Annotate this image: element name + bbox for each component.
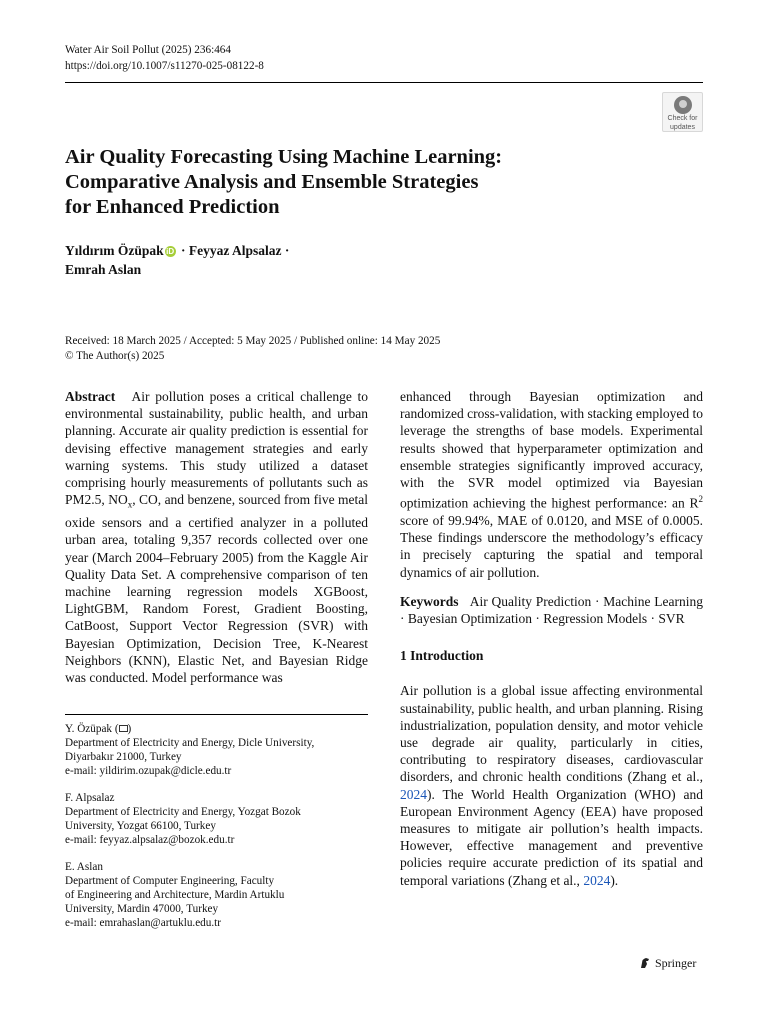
doi-link[interactable]: https://doi.org/10.1007/s11270-025-08122-8 (65, 60, 264, 72)
paper-title: Air Quality Forecasting Using Machine Learning: Comparative Analysis and Ensemble Strategies for Enhanced Prediction (65, 146, 503, 218)
affiliation-block: F. Alpsalaz Department of Electricity and Energy, Yozgat Bozok University, Yozgat 66100, Turkey e-mail: feyyaz.alpsalaz@bozok.edu.tr (65, 791, 368, 847)
running-header (65, 42, 264, 74)
check-updates-icon (674, 96, 692, 114)
journal-citation: Water Air Soil Pollut (2025) 236:464 (65, 44, 231, 56)
copyright-line: © The Author(s) 2025 (65, 350, 165, 362)
publisher-logo: Springer (639, 955, 696, 971)
author-name: Yıldırım Özüpak (65, 243, 164, 258)
email-link[interactable]: e-mail: feyyaz.alpsalaz@bozok.edu.tr (65, 834, 235, 846)
publication-dates: Received: 18 March 2025 / Accepted: 5 May 2025 / Published online: 14 May 2025 © The Author(s) 2025 (65, 335, 441, 362)
abstract-text: Air pollution poses a critical challenge to environmental sustainability, public health, and urban planning. Accurate air quality prediction is essential for devising effective management strategies and early warning systems. This study utilized a dataset comprising hourly measurements of pollutants such as PM2.5, NO (65, 389, 368, 508)
email-link[interactable]: e-mail: yildirim.ozupak@dicle.edu.tr (65, 765, 232, 777)
email-link[interactable]: e-mail: emrahaslan@artuklu.edu.tr (65, 917, 221, 929)
section-heading: 1 Introduction (400, 648, 484, 664)
springer-horse-icon (639, 957, 651, 969)
author-name: · Feyyaz Alpsalaz · (177, 243, 290, 258)
header-rule (65, 82, 703, 83)
intro-paragraph: Air pollution is a global issue affecting environmental sustainability, public health, and urban planning. Rising industrialization, population density, and motor vehicle use degrade air quality, particularly in cities, contributing to respiratory diseases, cardiovascular disorders, and chronic health conditions (Zhang et al., 2024). The World Health Organization (WHO) and European Environment Agency (EEA) have proposed measures to mitigate air pollution’s health impacts. However, effective management and preventive policies require accurate prediction of its spatial and temporal variations (Zhang et al., 2024). (400, 683, 703, 888)
affiliation-block: Y. Özüpak ( ) Department of Electricity and Energy, Dicle University, Diyarbakır 21000, Turkey e-mail: yildirim.ozupak@dicle.edu.tr (65, 722, 368, 778)
orcid-icon[interactable]: iD (166, 247, 175, 256)
abstract-left-column: Abstract Air pollution poses a critical challenge to environmental sustainability, public health, and urban planning. Accurate air quality prediction is essential for devising effective management strategies and early warning systems. This study utilized a dataset comprising hourly measurements of pollutants such as PM2.5, $NO_x$, CO, and benzene, sourced from five metal oxide sensors and a certified analyzer in a polluted urban area, totaling 9,357 records collected over one year (March 2004–February 2005) from the Kaggle Air Quality Data Set. A comprehensive comparison of ten machine learning regression models XGBoost, LightGBM, Random Forest, Gradient Boosting, CatBoost, Support Vector Regression (SVR) with Bayesian Optimization, Decision Tree, K-Nearest Neighbors (KNN), Elastic Net, and Bayesian Ridge was conducted. Model performance was (65, 389, 368, 685)
citation-link[interactable]: 2024 (400, 786, 427, 802)
abstract-right-column (400, 388, 703, 889)
author-list (65, 241, 465, 279)
keywords: Keywords Air Quality Prediction · Machine Learning · Bayesian Optimization · Regression Models · SVR (400, 593, 704, 626)
check-for-updates-badge[interactable]: Check for updates (662, 92, 703, 132)
abstract-label: Abstract (65, 389, 116, 404)
affiliation-rule (65, 714, 368, 715)
citation-link[interactable]: 2024 (583, 872, 611, 888)
affiliation-block: E. Aslan Department of Computer Engineering, Faculty of Engineering and Architecture, Mardin Artuklu University, Mardin 47000, Turkey e-mail: emrahaslan@artuklu.edu.tr (65, 860, 368, 930)
abstract-continuation: enhanced through Bayesian optimization and randomized cross-validation, with stacking employed to leverage the strengths of base models. Experimental results showed that hyperparameter optimization and ensemble strategies significantly improved accuracy, with the SVR model optimized via Bayesian optimization achieving the highest performance: an $R^2$ score of 99.94%, MAE of 0.0120, and MSE of 0.0005. These findings underscore the methodology’s efficacy in precisely capturing the spatial and temporal dynamics of air pollution. (400, 389, 703, 580)
author-name: Emrah Aslan (65, 262, 142, 277)
envelope-icon[interactable] (119, 725, 128, 732)
